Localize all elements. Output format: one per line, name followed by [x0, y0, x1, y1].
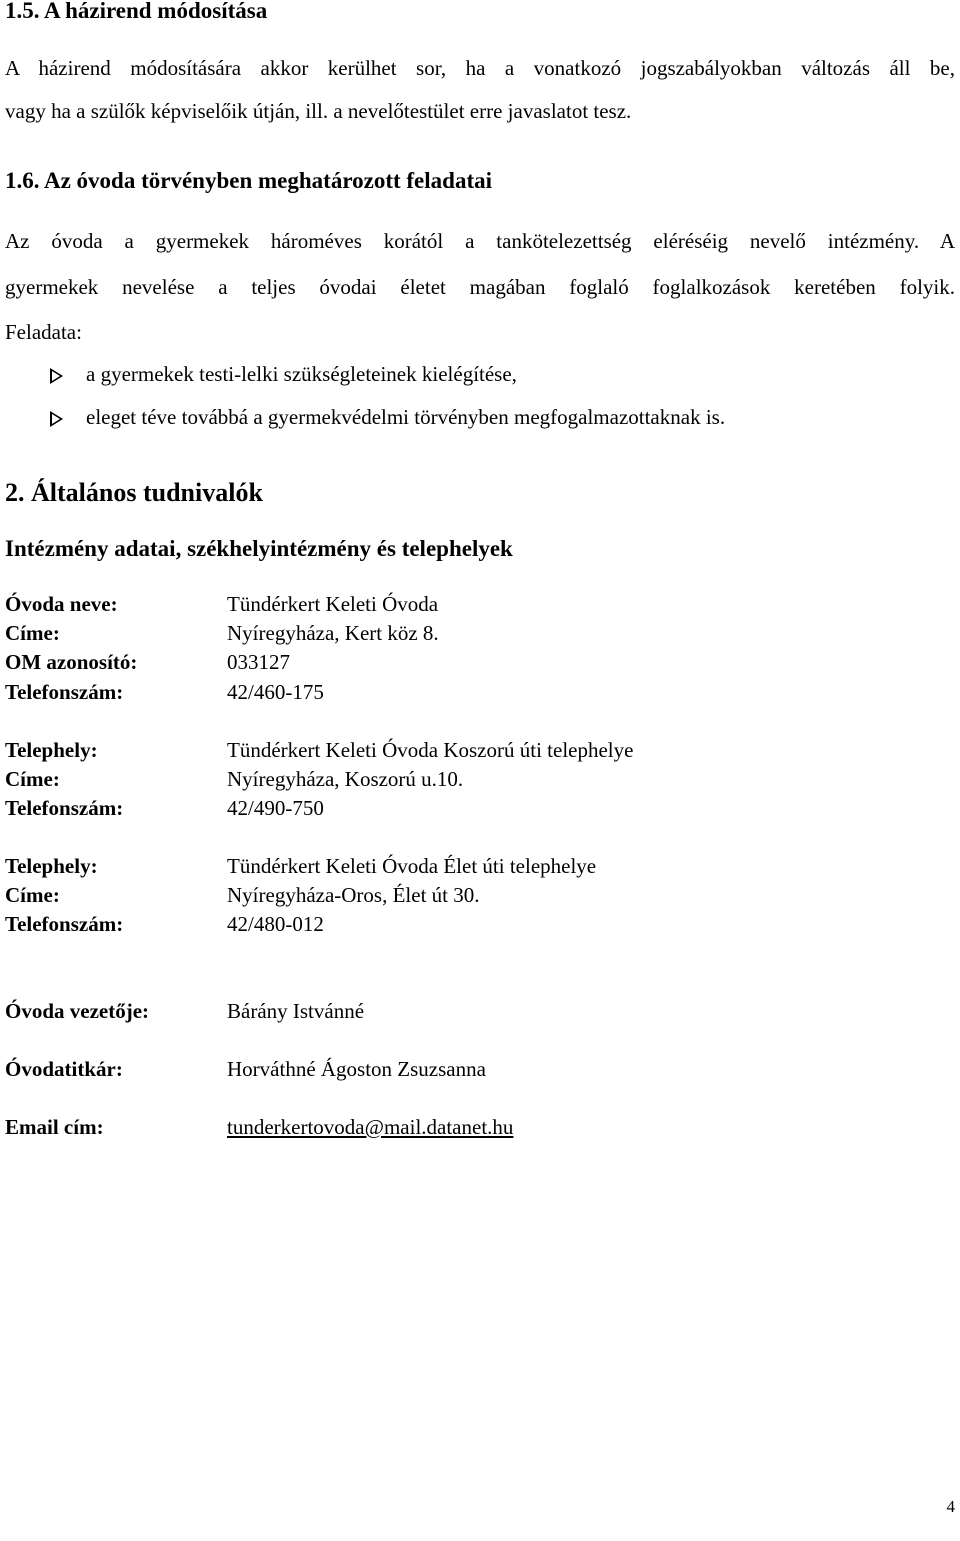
phone-label: Telefonszám: [5, 680, 124, 704]
section-2-heading: 2. Általános tudnivalók [5, 478, 263, 507]
om-id-value: 033127 [227, 650, 290, 674]
phone-value: 42/480-012 [227, 912, 324, 936]
secretary-label: Óvodatitkár: [5, 1057, 123, 1081]
address-value: Nyíregyháza-Oros, Élet út 30. [227, 883, 480, 907]
list-item: a gyermekek testi-lelki szükségleteinek kielégítése, [86, 362, 517, 386]
kindergarten-name-value: Tündérkert Keleti Óvoda [227, 592, 439, 616]
secretary-value: Horváthné Ágoston Zsuzsanna [227, 1057, 486, 1081]
om-id-label: OM azonosító: [5, 650, 138, 674]
page-number: 4 [946, 1497, 955, 1516]
section-1-6-heading: 1.6. Az óvoda törvényben meghatározott feladatai [5, 168, 492, 193]
site-label: Telephely: [5, 854, 98, 878]
email-label: Email cím: [5, 1115, 104, 1139]
arrow-bullet-icon [50, 411, 63, 427]
site-value: Tündérkert Keleti Óvoda Koszorú úti telephelye [227, 738, 634, 762]
section-1-5-paragraph-line: A házirend módosítására akkor kerülhet sor, ha a vonatkozó jogszabályokban változás áll be, [5, 56, 955, 80]
phone-value: 42/490-750 [227, 796, 324, 820]
phone-label: Telefonszám: [5, 796, 124, 820]
kindergarten-name-label: Óvoda neve: [5, 592, 118, 616]
address-value: Nyíregyháza, Koszorú u.10. [227, 767, 464, 791]
phone-label: Telefonszám: [5, 912, 124, 936]
site-label: Telephely: [5, 738, 98, 762]
arrow-bullet-icon [50, 368, 63, 384]
section-1-6-paragraph-line: gyermekek nevelése a teljes óvodai életet magában foglaló foglalkozások keretében folyik. [5, 275, 955, 299]
address-label: Címe: [5, 621, 60, 645]
section-1-5-paragraph-line: vagy ha a szülők képviselőik útján, ill. a nevelőtestület erre javaslatot tesz. [5, 99, 632, 123]
address-value: Nyíregyháza, Kert köz 8. [227, 621, 439, 645]
list-item: eleget téve továbbá a gyermekvédelmi törvényben megfogalmazottaknak is. [86, 405, 726, 429]
phone-value: 42/460-175 [227, 680, 324, 704]
leader-value: Bárány Istvánné [227, 999, 365, 1023]
section-2-subheading: Intézmény adatai, székhelyintézmény és telephelyek [5, 536, 513, 561]
email-link[interactable]: tunderkertovoda@mail.datanet.hu [227, 1115, 514, 1139]
site-value: Tündérkert Keleti Óvoda Élet úti telephelye [227, 854, 597, 878]
section-1-5-heading: 1.5. A házirend módosítása [5, 0, 268, 23]
section-1-6-paragraph-line: Az óvoda a gyermekek hároméves korától a tankötelezettség eléréséig nevelő intézmény. A [5, 229, 955, 253]
address-label: Címe: [5, 767, 60, 791]
address-label: Címe: [5, 883, 60, 907]
leader-label: Óvoda vezetője: [5, 999, 150, 1023]
section-1-6-paragraph-line: Feladata: [5, 320, 82, 344]
